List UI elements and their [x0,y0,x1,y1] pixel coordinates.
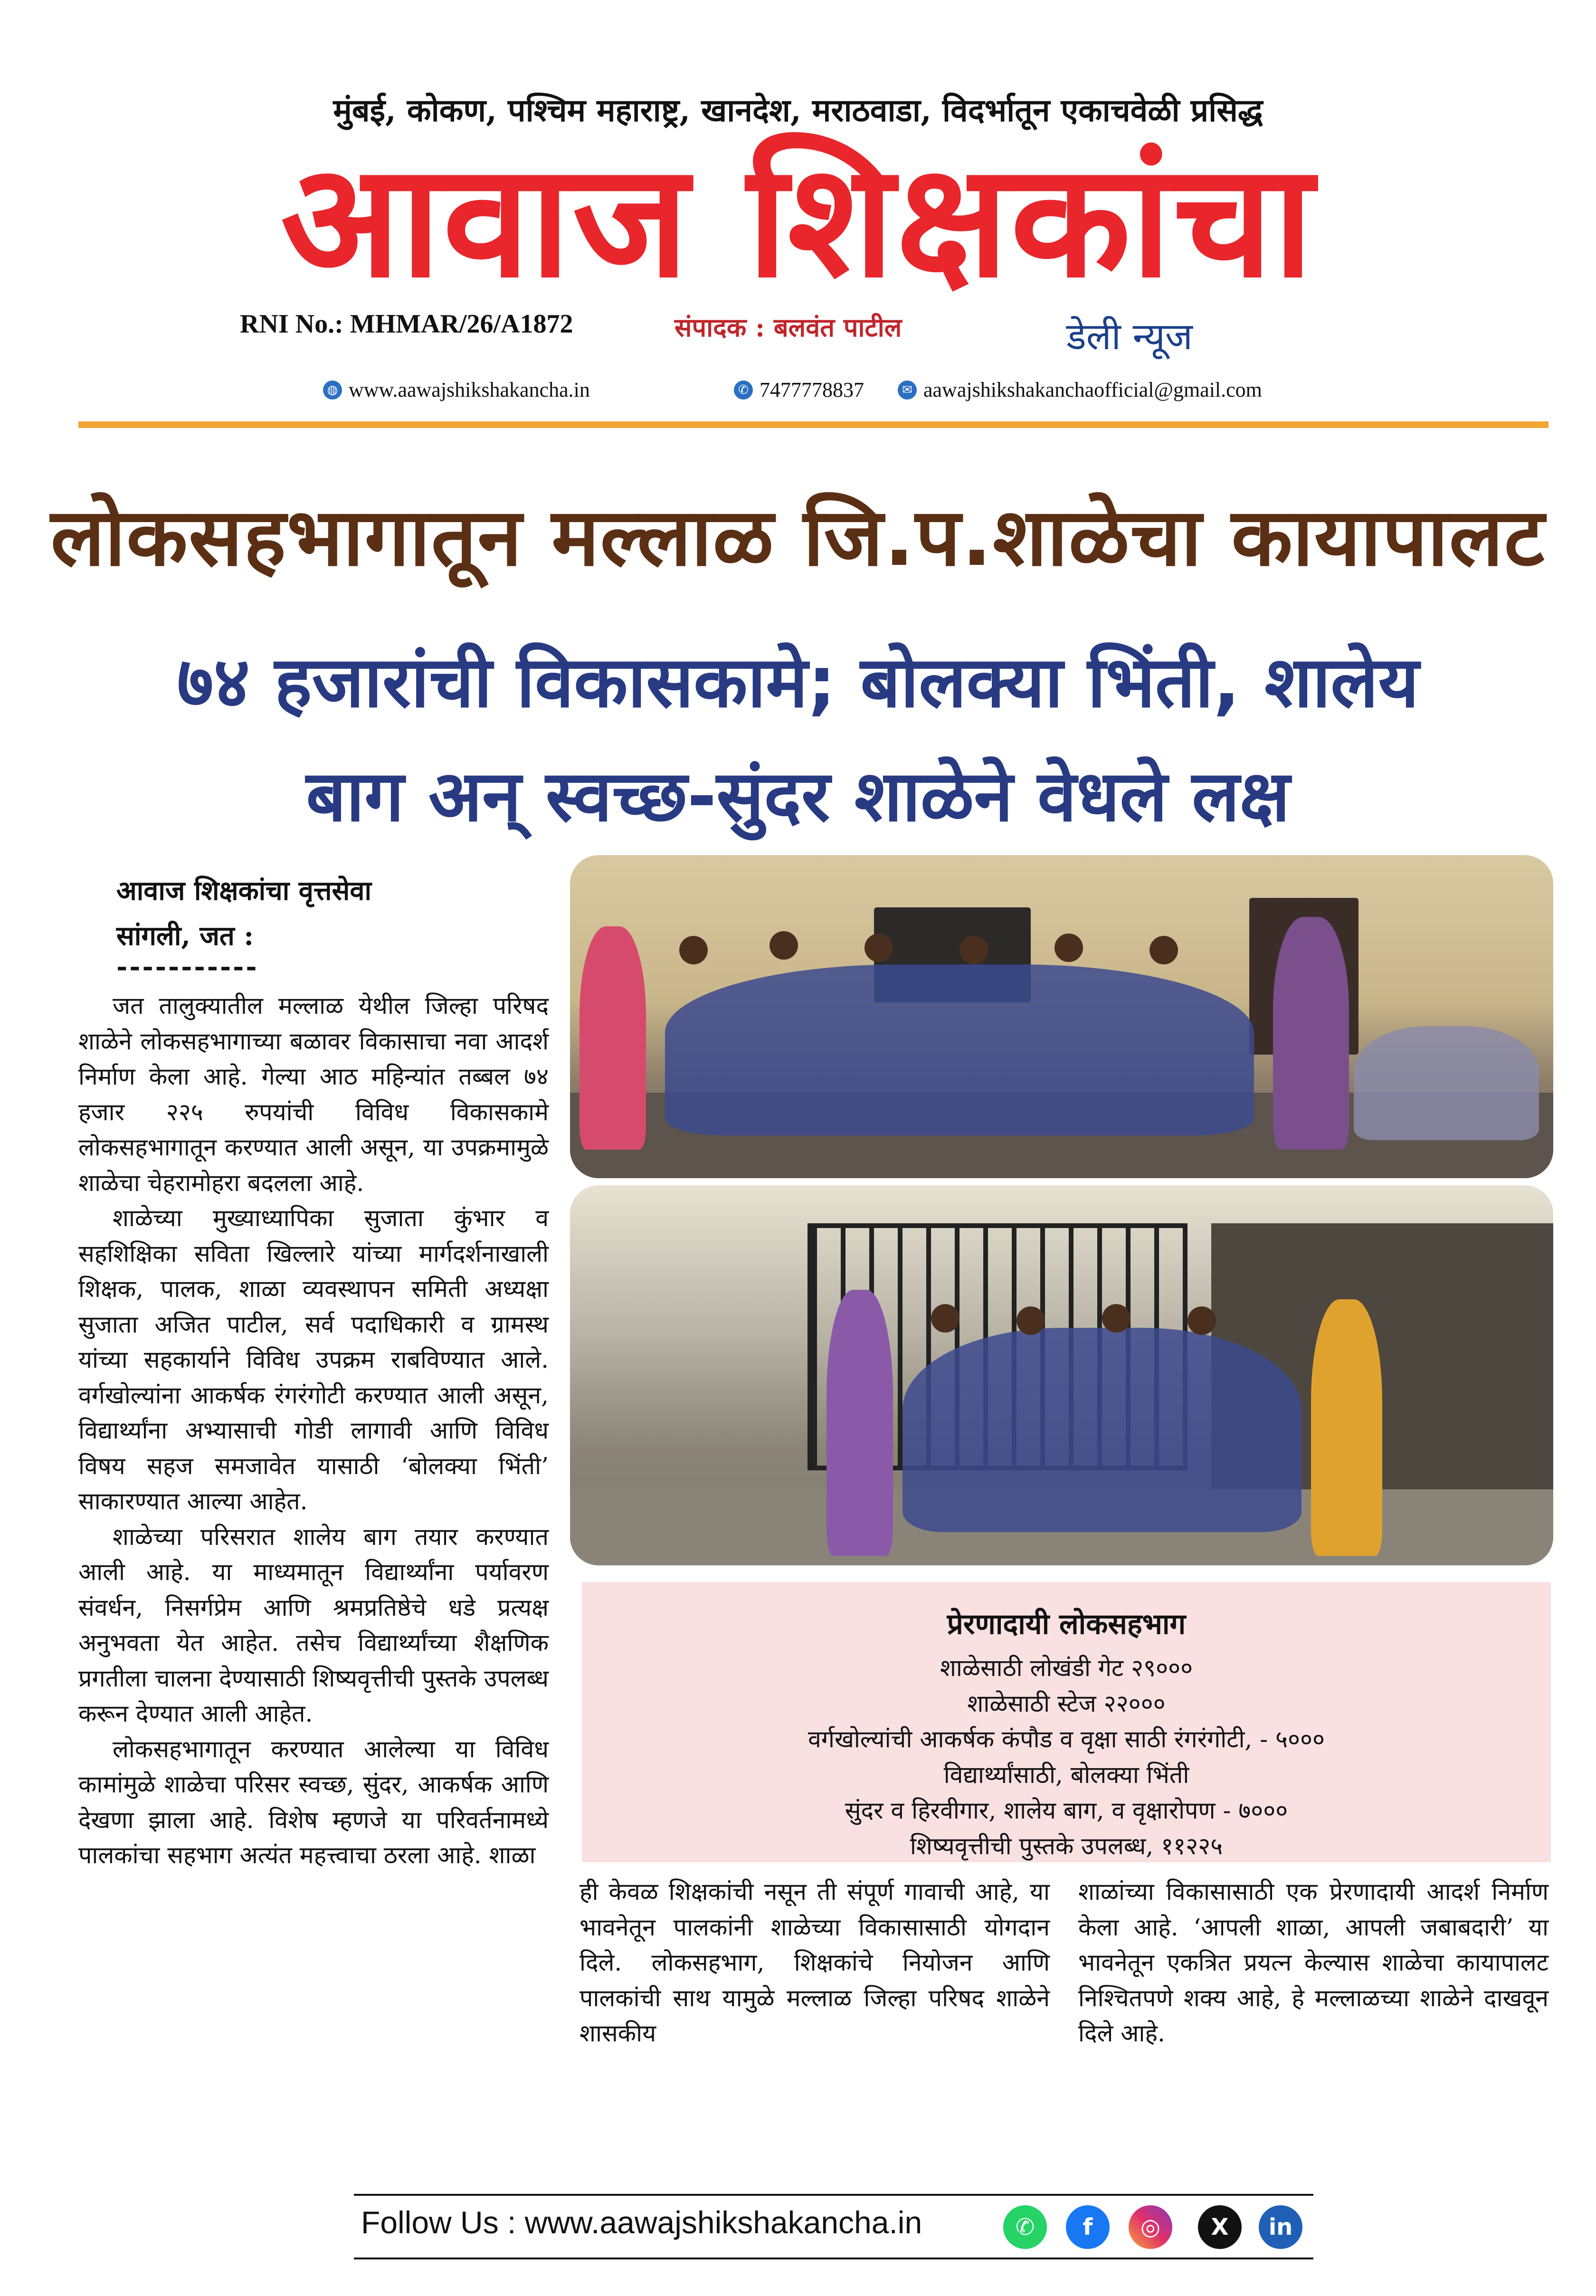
article-headline: लोकसहभागातून मल्लाळ जि.प.शाळेचा कायापालट [50,491,1546,584]
article-column-2 [580,1874,1050,2051]
tagline: मुंबई, कोकण, पश्चिम महाराष्ट्र, खानदेश, मराठवाडा, विदर्भातून एकाचवेळी प्रसिद्ध [333,92,1263,129]
article-subhead-line2: बाग अन् स्वच्छ-सुंदर शाळेने वेधले लक्ष [306,755,1290,837]
byline-source: आवाज शिक्षकांचा वृत्तसेवा [116,875,372,906]
website-contact[interactable] [323,378,590,402]
article-subhead-line1: ७४ हजारांची विकासकामे; बोलक्या भिंती, शालेय [177,641,1419,723]
paragraph: ही केवळ शिक्षकांची नसून ती संपूर्ण गावाची आहे, या भावनेतून पालकांनी शाळेच्या विकासासाठी योगदान दिले. लोकसहभाग, शिक्षकांचे नियोजन आणि पालकांची साथ यामुळे मल्लाळ जिल्हा परिषद शाळेने शासकीय [580,1878,1050,2047]
editor-name: संपादक : बलवंत पाटील [674,312,902,343]
phone-icon: ✆ [734,381,753,400]
website-text[interactable]: www.aawajshikshakancha.in [349,378,590,401]
contribution-line: शिष्यवृत्तीची पुस्तके उपलब्ध, ११२२५ [910,1832,1223,1860]
footer-rule-top [354,2194,1313,2196]
footer-rule-bottom [354,2258,1313,2259]
contribution-line: सुंदर व हिरवीगार, शालेय बाग, व वृक्षारोपण - ७००० [845,1797,1288,1824]
header-divider [78,421,1548,428]
email-contact[interactable] [898,378,1262,402]
byline-place: सांगली, जत : [116,920,254,952]
contribution-line: वर्गखोल्यांची आकर्षक कंपौड व वृक्षा साठी रंगरंगोटी, - ५००० [808,1725,1325,1753]
phone-contact[interactable] [734,378,864,402]
follow-us-link[interactable]: Follow Us : www.aawajshikshakancha.in [361,2205,922,2240]
photo-students-gate [570,1185,1553,1565]
phone-text[interactable]: 7477778837 [760,378,864,401]
globe-icon: ◍ [323,381,342,400]
facebook-icon[interactable]: f [1066,2205,1110,2249]
photo-students-classroom [570,855,1553,1178]
contribution-line: विद्यार्थ्यांसाठी, बोलक्या भिंती [943,1761,1189,1789]
contribution-line: शाळेसाठी लोखंडी गेट २९००० [940,1654,1193,1682]
article-column-1 [78,988,549,1873]
paragraph: शाळेच्या मुख्याध्यापिका सुजाता कुंभार व सहशिक्षिका सविता खिल्लारे यांच्या मार्गदर्शनाखाली शिक्षक, पालक, शाळा व्यवस्थापन समिती अध्यक्षा सुजाता अजित पाटील, सर्व पदाधिकारी व ग्रामस्थ यांच्या सहकार्याने विविध उपक्रम राबविण्यात आले. वर्गखोल्यांना आकर्षक रंगरंगोटी करण्यात आली असून, विद्यार्थ्यांना अभ्यासाची गोडी लागावी आणि विविध विषय सहज समजावेत यासाठी ‘बोलक्या भिंती’ साकारण्यात आल्या आहेत. [78,1204,549,1515]
email-icon: ✉ [898,381,917,400]
daily-news-label: डेली न्यूज [1066,315,1193,358]
x-icon[interactable]: X [1198,2205,1242,2249]
paragraph: जत तालुक्यातील मल्लाळ येथील जिल्हा परिषद शाळेने लोकसहभागाच्या बळावर विकासाचा नवा आदर्श निर्माण केला आहे. गेल्या आठ महिन्यांत तब्बल ७४ हजार २२५ रुपयांची विविध विकासकामे लोकसहभागातून करण्यात आली असून, या उपक्रमामुळे शाळेचा चेहरामोहरा बदलला आहे. [78,992,549,1197]
whatsapp-icon[interactable]: ✆ [1003,2205,1047,2249]
contribution-box-title: प्रेरणादायी लोकसहभाग [947,1608,1186,1641]
rni-number: RNI No.: MHMAR/26/A1872 [240,309,573,339]
email-text[interactable]: aawajshikshakanchaofficial@gmail.com [923,378,1262,401]
paragraph: शाळेच्या परिसरात शालेय बाग तयार करण्यात आली आहे. या माध्यमातून विद्यार्थ्यांना पर्यावरण संवर्धन, निसर्गप्रेम आणि श्रमप्रतिष्ठेचे धडे प्रत्यक्ष अनुभवता येत आहेत. तसेच विद्यार्थ्यांच्या शैक्षणिक प्रगतीला चालना देण्यासाठी शिष्यवृत्तीची पुस्तके उपलब्ध करून देण्यात आली आहेत. [78,1523,549,1727]
instagram-icon[interactable]: ◎ [1129,2205,1172,2249]
paragraph: शाळांच्या विकासासाठी एक प्रेरणादायी आदर्श निर्माण केला आहे. ‘आपली शाळा, आपली जबाबदारी’ या भावनेतून एकत्रित प्रयत्न केल्यास शाळेचा कायापालट निश्चितपणे शक्य आहे, हे मल्लाळच्या शाळेने दाखवून दिले आहे. [1078,1878,1548,2047]
byline-rule: ----------- [116,951,259,982]
paragraph: लोकसहभागातून करण्यात आलेल्या या विविध कामांमुळे शाळेचा परिसर स्वच्छ, सुंदर, आकर्षक आणि देखणा झाला आहे. विशेष म्हणजे या परिवर्तनामध्ये पालकांचा सहभाग अत्यंत महत्त्वाचा ठरला आहे. शाळा [78,1735,549,1869]
masthead-title: आवाज शिक्षकांचा [280,130,1316,312]
article-column-3 [1078,1874,1548,2051]
contribution-line: शाळेसाठी स्टेज २२००० [967,1690,1166,1717]
linkedin-icon[interactable]: in [1259,2205,1302,2249]
